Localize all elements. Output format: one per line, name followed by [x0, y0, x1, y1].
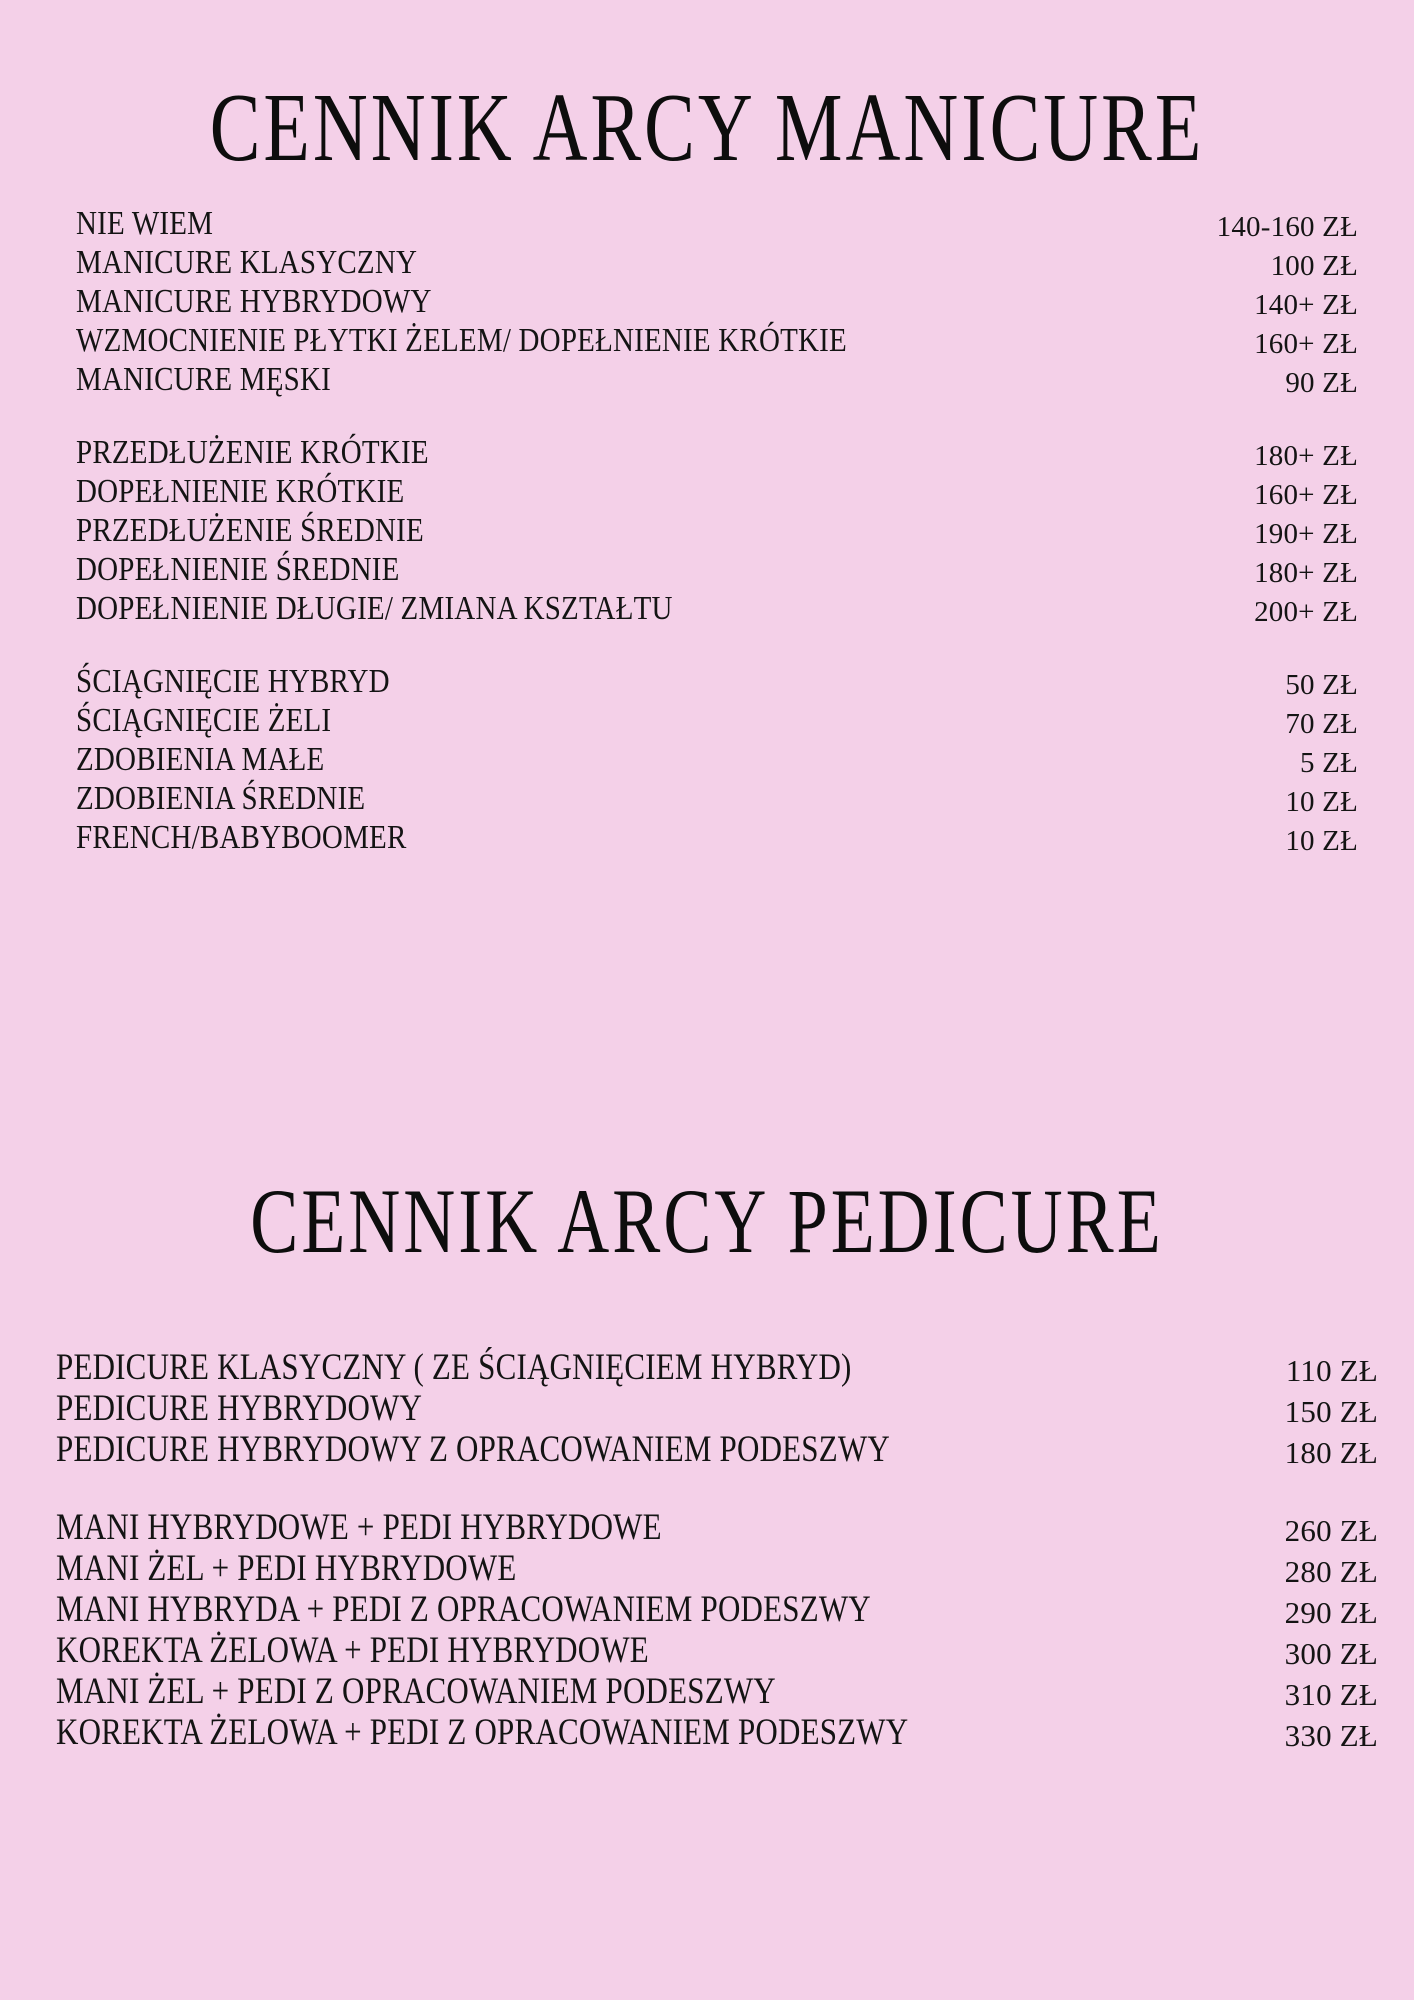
service-name: PEDICURE HYBRYDOWY Z OPRACOWANIEM PODESZWY	[56, 1428, 890, 1470]
service-price: 150 ZŁ	[1284, 1394, 1378, 1429]
manicure-group-1	[76, 204, 1358, 403]
service-name: PEDICURE KLASYCZNY ( ZE ŚCIĄGNIĘCIEM HYBRYD)	[56, 1346, 852, 1388]
service-price: 110 ZŁ	[1285, 1353, 1378, 1388]
service-name: DOPEŁNIENIE KRÓTKIE	[76, 472, 405, 511]
service-price: 70 ZŁ	[1285, 708, 1358, 740]
price-row	[76, 589, 1358, 632]
manicure-price-list	[76, 204, 1358, 861]
manicure-group-2	[76, 433, 1358, 632]
service-name: MANICURE MĘSKI	[76, 360, 331, 399]
service-price: 260 ZŁ	[1284, 1513, 1378, 1548]
price-row	[76, 818, 1358, 861]
service-price: 330 ZŁ	[1284, 1718, 1378, 1753]
service-price: 140-160 ZŁ	[1216, 211, 1358, 243]
service-price: 290 ZŁ	[1284, 1595, 1378, 1630]
service-price: 180 ZŁ	[1284, 1435, 1378, 1470]
service-name: PRZEDŁUŻENIE ŚREDNIE	[76, 511, 424, 550]
service-name: PEDICURE HYBRYDOWY	[56, 1387, 423, 1429]
service-price: 300 ZŁ	[1284, 1636, 1378, 1671]
manicure-section-title: CENNIK ARCY MANICURE	[209, 74, 1205, 182]
service-name: KOREKTA ŻELOWA + PEDI Z OPRACOWANIEM PODESZWY	[56, 1711, 909, 1753]
service-price: 310 ZŁ	[1284, 1677, 1378, 1712]
pedicure-heading-wrapper	[0, 1169, 1414, 1273]
pedicure-section-title: CENNIK ARCY PEDICURE	[250, 1169, 1164, 1273]
service-price: 160+ ZŁ	[1254, 479, 1358, 511]
service-name: NIE WIEM	[76, 204, 214, 243]
service-name: PRZEDŁUŻENIE KRÓTKIE	[76, 433, 429, 472]
service-name: ZDOBIENIA MAŁE	[76, 740, 325, 779]
pedicure-group-1	[56, 1346, 1378, 1473]
service-name: MANI ŻEL + PEDI Z OPRACOWANIEM PODESZWY	[56, 1670, 776, 1712]
service-name: KOREKTA ŻELOWA + PEDI HYBRYDOWE	[56, 1629, 649, 1671]
service-name: MANICURE KLASYCZNY	[76, 243, 418, 282]
price-row	[56, 1428, 1378, 1473]
manicure-group-3	[76, 662, 1358, 861]
service-name: MANICURE HYBRYDOWY	[76, 282, 432, 321]
service-name: ŚCIĄGNIĘCIE HYBRYD	[76, 662, 390, 701]
service-price: 200+ ZŁ	[1254, 596, 1358, 628]
service-name: WZMOCNIENIE PŁYTKI ŻELEM/ DOPEŁNIENIE KRÓTKIE	[76, 321, 847, 360]
service-price: 280 ZŁ	[1284, 1554, 1378, 1589]
service-price: 90 ZŁ	[1285, 367, 1358, 399]
service-price: 160+ ZŁ	[1254, 328, 1358, 360]
service-price: 50 ZŁ	[1285, 669, 1358, 701]
service-name: MANI ŻEL + PEDI HYBRYDOWE	[56, 1547, 517, 1589]
service-price: 190+ ZŁ	[1254, 518, 1358, 550]
service-price: 5 ZŁ	[1300, 747, 1358, 779]
service-name: DOPEŁNIENIE DŁUGIE/ ZMIANA KSZTAŁTU	[76, 589, 673, 628]
service-name: DOPEŁNIENIE ŚREDNIE	[76, 550, 400, 589]
service-name: MANI HYBRYDOWE + PEDI HYBRYDOWE	[56, 1506, 662, 1548]
pedicure-price-list	[56, 1346, 1378, 1756]
price-row	[56, 1711, 1378, 1756]
service-price: 10 ZŁ	[1285, 786, 1358, 818]
price-row	[76, 360, 1358, 403]
service-price: 180+ ZŁ	[1254, 557, 1358, 589]
service-name: ŚCIĄGNIĘCIE ŻELI	[76, 701, 332, 740]
service-price: 10 ZŁ	[1285, 825, 1358, 857]
service-name: ZDOBIENIA ŚREDNIE	[76, 779, 366, 818]
service-name: FRENCH/BABYBOOMER	[76, 818, 407, 857]
service-name: MANI HYBRYDA + PEDI Z OPRACOWANIEM PODESZWY	[56, 1588, 871, 1630]
service-price: 180+ ZŁ	[1254, 440, 1358, 472]
service-price: 100 ZŁ	[1270, 250, 1358, 282]
pedicure-group-2	[56, 1506, 1378, 1756]
service-price: 140+ ZŁ	[1254, 289, 1358, 321]
